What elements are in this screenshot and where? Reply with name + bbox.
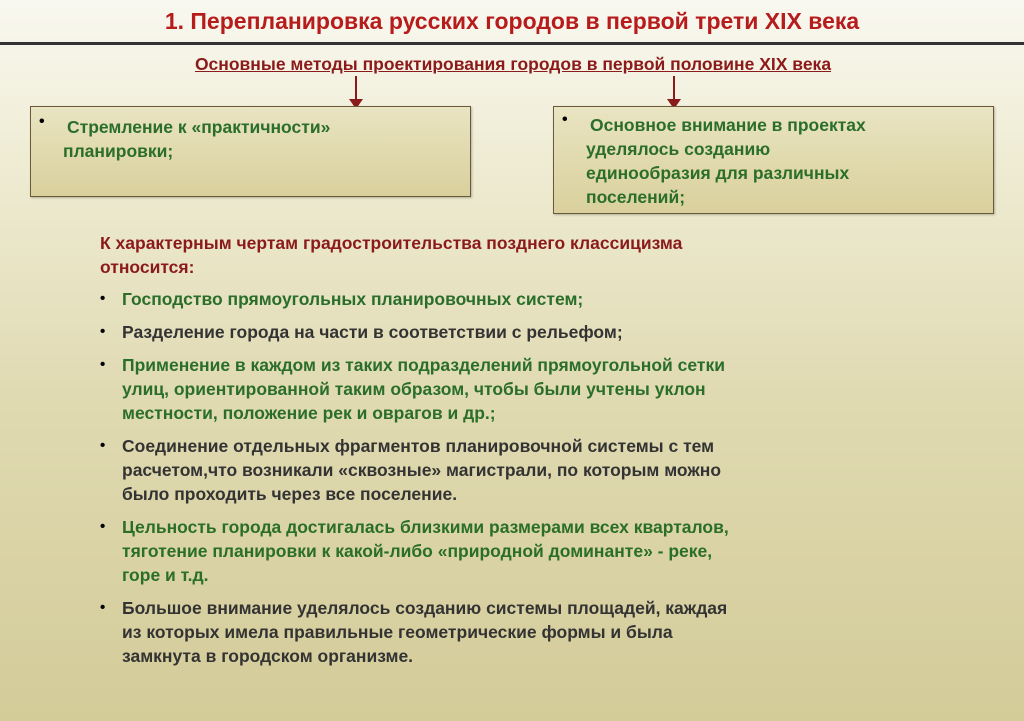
right-method-box	[553, 106, 994, 214]
left-box-line-1: Стремление к «практичности»	[67, 117, 331, 137]
right-box-line-1: Основное внимание в проектах	[590, 115, 866, 135]
left-box-line-2: планировки;	[63, 141, 174, 161]
bullet-icon: •	[100, 599, 106, 616]
right-box-line-2: уделялось созданию	[586, 139, 771, 159]
bullet-icon: •	[100, 323, 106, 340]
bullet-icon: •	[100, 518, 106, 535]
left-method-box	[30, 106, 471, 197]
list-item: • Соединение отдельных фрагментов планировочной системы с тем расчетом,что возникали «сквозные» магистрали, по которым можно было проходить через все поселение.	[100, 436, 722, 504]
intro-line-1: К характерным чертам градостроительства позднего классицизма	[100, 233, 683, 253]
bullet-icon: •	[100, 437, 106, 454]
bullet-icon: •	[39, 113, 45, 130]
features-list	[100, 287, 930, 668]
bullet-icon: •	[562, 111, 568, 128]
title-divider	[0, 42, 1024, 45]
list-item: • Большое внимание уделялось созданию системы площадей, каждая из которых имела правильные геометрические формы и была замкнута в городском организме.	[100, 598, 728, 666]
intro-line-2: относится:	[100, 257, 195, 277]
list-item: • Применение в каждом из таких подразделений прямоугольной сетки улиц, ориентированной таким образом, чтобы были учтены уклон местности, положение рек и оврагов и др.;	[100, 355, 725, 423]
arrow-down-right-icon	[667, 76, 681, 110]
list-item: • Цельность города достигалась близкими размерами всех кварталов, тяготение планировки к какой-либо «природной доминанте» - реке, горе и т.д.	[100, 517, 729, 585]
list-item: • Разделение города на части в соответствии с рельефом;	[100, 322, 623, 342]
list-item: • Господство прямоугольных планировочных систем;	[100, 289, 584, 309]
bullet-icon: •	[100, 290, 106, 307]
intro-text	[100, 231, 900, 279]
right-box-line-3: единообразия для различных	[586, 163, 850, 183]
slide-title: 1. Перепланировка русских городов в первой трети XIX века	[164, 8, 860, 34]
arrow-down-left-icon	[349, 76, 363, 110]
bullet-icon: •	[100, 356, 106, 373]
right-box-line-4: поселений;	[586, 187, 686, 207]
subtitle: Основные методы проектирования городов в первой половине XIX века	[194, 54, 832, 74]
